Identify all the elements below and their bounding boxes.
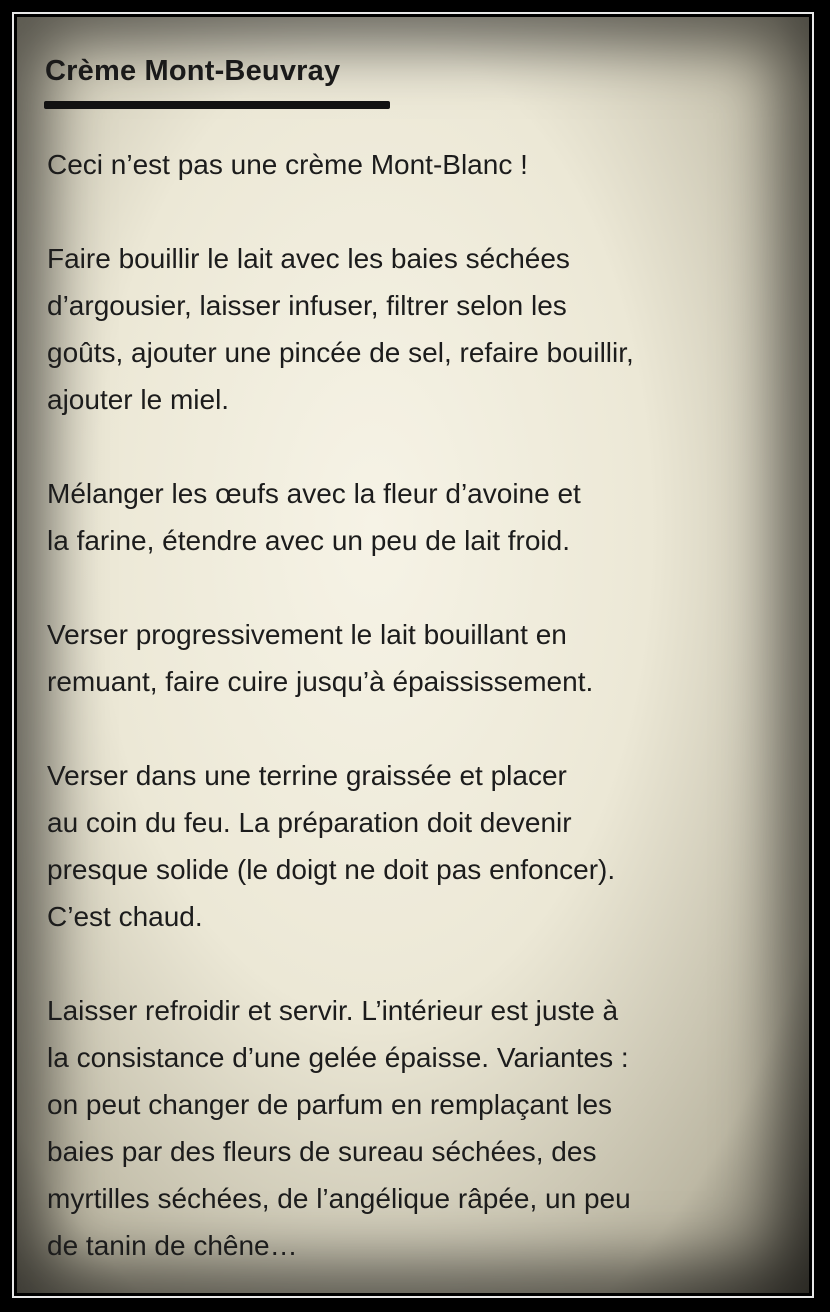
recipe-body [47, 141, 797, 1293]
step-serve-paragraph: Laisser refroidir et servir. L’intérieur est juste à la consistance d’une gelée épaisse. Variantes : on peut changer de parfum en remplaçant les baies par des fleurs de sureau séchées, des myrtilles séchées, de l’angélique râpée, un peu de tanin de chêne… [47, 995, 631, 1261]
step-cook-paragraph: Verser progressivement le lait bouillant en remuant, faire cuire jusqu’à épaississement. [47, 619, 594, 697]
intro-paragraph: Ceci n’est pas une crème Mont-Blanc ! [47, 149, 528, 180]
step-mix-paragraph: Mélanger les œufs avec la fleur d’avoine et la farine, étendre avec un peu de lait froid. [47, 478, 581, 556]
step-boil-paragraph: Faire bouillir le lait avec les baies séchées d’argousier, laisser infuser, filtrer selon les goûts, ajouter une pincée de sel, refaire bouillir, ajouter le miel. [47, 243, 634, 415]
recipe-title: Crème Mont-Beuvray [45, 55, 341, 87]
title-underline [44, 101, 390, 109]
step-set-paragraph: Verser dans une terrine graissée et placer au coin du feu. La préparation doit devenir presque solide (le doigt ne doit pas enfoncer). C’est chaud. [47, 760, 616, 932]
recipe-card [17, 17, 809, 1293]
